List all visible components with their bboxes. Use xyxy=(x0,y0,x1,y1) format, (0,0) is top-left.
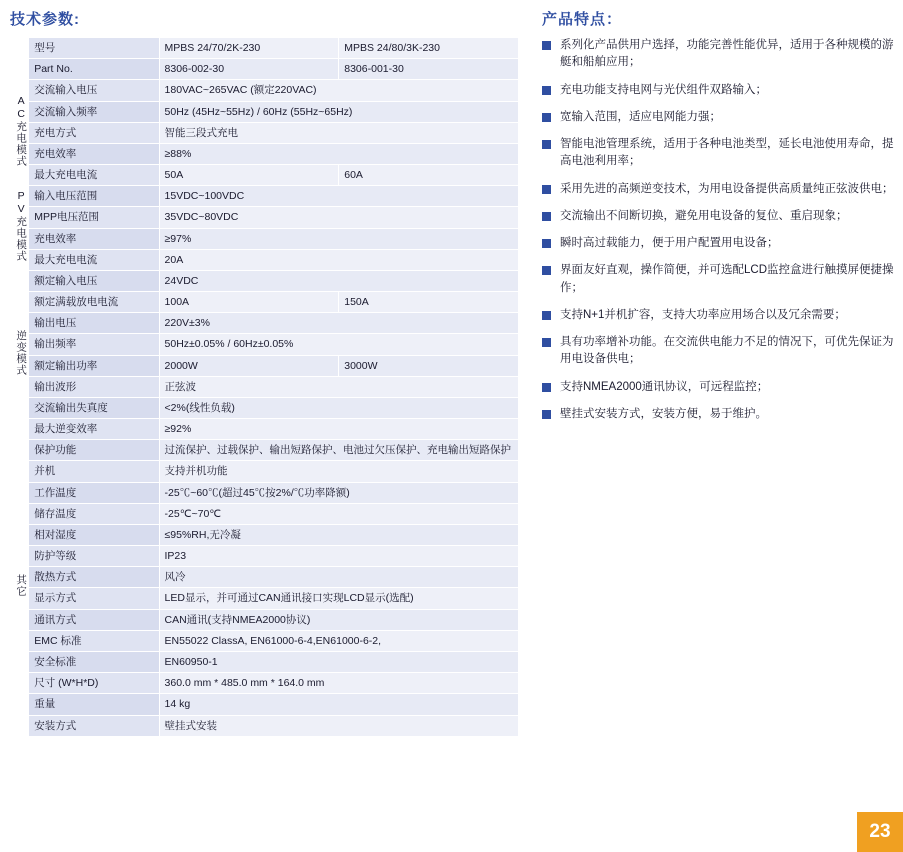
spec-value-model-2: 150A xyxy=(339,292,519,313)
table-row xyxy=(9,715,519,736)
spec-item-label: 额定输出功率 xyxy=(29,355,159,376)
spec-value-model-1: 20A xyxy=(159,249,518,270)
spec-value-model-1: 15VDC~100VDC xyxy=(159,186,518,207)
table-row xyxy=(9,207,519,228)
table-row xyxy=(9,694,519,715)
table-row xyxy=(9,313,519,334)
list-item xyxy=(540,82,895,99)
features-list xyxy=(540,37,895,423)
spec-item-label: 输出频率 xyxy=(29,334,159,355)
list-item xyxy=(540,307,895,324)
spec-item-label: 最大充电电流 xyxy=(29,249,159,270)
table-row xyxy=(9,122,519,143)
spec-item-label: 充电方式 xyxy=(29,122,159,143)
spec-value-model-1: ≥88% xyxy=(159,143,518,164)
spec-value-model-1: LED显示，并可通过CAN通讯接口实现LCD显示(选配) xyxy=(159,588,518,609)
square-bullet-icon xyxy=(542,41,551,50)
square-bullet-icon xyxy=(542,140,551,149)
table-row xyxy=(9,461,519,482)
spec-value-model-1: -25℃~60℃(超过45℃按2%/℃功率降额) xyxy=(159,482,518,503)
table-row xyxy=(9,630,519,651)
table-row xyxy=(9,397,519,418)
table-row xyxy=(9,101,519,122)
square-bullet-icon xyxy=(542,185,551,194)
table-row xyxy=(9,503,519,524)
square-bullet-icon xyxy=(542,239,551,248)
spec-item-label: 交流输入电压 xyxy=(29,80,159,101)
spec-item-label: 工作温度 xyxy=(29,482,159,503)
spec-value-model-1: 24VDC xyxy=(159,270,518,291)
spec-group-empty xyxy=(9,59,29,80)
features-title: 产品特点： xyxy=(542,11,623,28)
square-bullet-icon xyxy=(542,113,551,122)
table-row xyxy=(9,143,519,164)
list-item xyxy=(540,208,895,225)
table-row xyxy=(9,376,519,397)
feature-text: 系列化产品供用户选择，功能完善性能优异，适用于各种规模的游艇和船舶应用； xyxy=(560,39,894,69)
spec-item-label: 交流输出失真度 xyxy=(29,397,159,418)
spec-group-label-ac: AC充电模式 xyxy=(9,80,29,186)
square-bullet-icon xyxy=(542,266,551,275)
spec-item-label: 显示方式 xyxy=(29,588,159,609)
table-row xyxy=(9,292,519,313)
spec-value-model-2: 3000W xyxy=(339,355,519,376)
square-bullet-icon xyxy=(542,383,551,392)
spec-value-model-2: 60A xyxy=(339,165,519,186)
table-row xyxy=(9,419,519,440)
table-row xyxy=(9,38,519,59)
spec-group-label-other: 其它 xyxy=(9,440,29,736)
spec-value-model-1: 50Hz±0.05% / 60Hz±0.05% xyxy=(159,334,518,355)
spec-value-model-1: <2%(线性负载) xyxy=(159,397,518,418)
page-number-badge: 23 xyxy=(857,812,903,852)
spec-value-model-1: ≤95%RH,无冷凝 xyxy=(159,524,518,545)
feature-text: 充电功能支持电网与光伏组件双路输入； xyxy=(560,83,767,96)
spec-value-model-1: -25℃~70℃ xyxy=(159,503,518,524)
table-row xyxy=(9,482,519,503)
spec-item-label: 最大逆变效率 xyxy=(29,419,159,440)
features-section xyxy=(540,0,895,433)
spec-item-label: 型号 xyxy=(29,38,159,59)
spec-group-label-inv: 逆变模式 xyxy=(9,270,29,439)
square-bullet-icon xyxy=(542,410,551,419)
feature-text: 宽输入范围，适应电网能力强； xyxy=(560,110,721,123)
spec-value-model-1: 智能三段式充电 xyxy=(159,122,518,143)
spec-value-model-1: 35VDC~80VDC xyxy=(159,207,518,228)
spec-item-label: 通讯方式 xyxy=(29,609,159,630)
table-row xyxy=(9,440,519,461)
spec-value-model-1: EN55022 ClassA, EN61000-6-4,EN61000-6-2, xyxy=(159,630,518,651)
feature-text: 界面友好直观，操作简便，并可选配LCD监控盒进行触摸屏便捷操作； xyxy=(560,264,894,294)
table-row xyxy=(9,334,519,355)
spec-value-model-1: 100A xyxy=(159,292,339,313)
spec-item-label: 相对湿度 xyxy=(29,524,159,545)
spec-value-model-2: MPBS 24/80/3K-230 xyxy=(339,38,519,59)
spec-value-model-1: ≥92% xyxy=(159,419,518,440)
list-item xyxy=(540,37,895,72)
spec-item-label: 交流输入频率 xyxy=(29,101,159,122)
list-item xyxy=(540,235,895,252)
spec-value-model-1: 壁挂式安装 xyxy=(159,715,518,736)
square-bullet-icon xyxy=(542,212,551,221)
spec-item-label: 输出波形 xyxy=(29,376,159,397)
spec-value-model-1: 180VAC~265VAC (额定220VAC) xyxy=(159,80,518,101)
spec-item-label: MPP电压范围 xyxy=(29,207,159,228)
spec-value-model-1: CAN通讯(支持NMEA2000协议) xyxy=(159,609,518,630)
spec-value-model-2: 8306-001-30 xyxy=(339,59,519,80)
spec-value-model-1: 风冷 xyxy=(159,567,518,588)
feature-text: 采用先进的高频逆变技术，为用电设备提供高质量纯正弦波供电； xyxy=(560,182,894,195)
spec-item-label: 额定输入电压 xyxy=(29,270,159,291)
spec-item-label: EMC 标准 xyxy=(29,630,159,651)
spec-value-model-1: 360.0 mm * 485.0 mm * 164.0 mm xyxy=(159,673,518,694)
spec-value-model-1: 支持并机功能 xyxy=(159,461,518,482)
list-item xyxy=(540,406,895,423)
spec-value-model-1: 正弦波 xyxy=(159,376,518,397)
spec-item-label: 输出电压 xyxy=(29,313,159,334)
spec-item-label: 充电效率 xyxy=(29,143,159,164)
spec-item-label: 尺寸 (W*H*D) xyxy=(29,673,159,694)
list-item xyxy=(540,136,895,171)
spec-value-model-1: 220V±3% xyxy=(159,313,518,334)
spec-item-label: 输入电压范围 xyxy=(29,186,159,207)
spec-item-label: 最大充电电流 xyxy=(29,165,159,186)
table-row xyxy=(9,546,519,567)
feature-text: 具有功率增补功能。在交流供电能力不足的情况下，可优先保证为用电设备供电； xyxy=(560,336,894,366)
spec-value-model-1: 2000W xyxy=(159,355,339,376)
feature-text: 壁挂式安装方式，安装方便，易于维护。 xyxy=(560,407,767,420)
table-row xyxy=(9,80,519,101)
square-bullet-icon xyxy=(542,86,551,95)
spec-value-model-1: 50Hz (45Hz~55Hz) / 60Hz (55Hz~65Hz) xyxy=(159,101,518,122)
spec-value-model-1: 50A xyxy=(159,165,339,186)
table-row xyxy=(9,249,519,270)
table-row xyxy=(9,165,519,186)
spec-item-label: 并机 xyxy=(29,461,159,482)
table-row xyxy=(9,524,519,545)
spec-item-label: 安装方式 xyxy=(29,715,159,736)
feature-text: 智能电池管理系统，适用于各种电池类型，延长电池使用寿命，提高电池利用率； xyxy=(560,138,894,168)
specifications-title: 技术参数: xyxy=(10,11,80,28)
feature-text: 瞬时高过载能力，便于用户配置用电设备； xyxy=(560,237,779,249)
specifications-table-body xyxy=(9,38,519,737)
table-row xyxy=(9,228,519,249)
spec-group-label-pv: PV充电模式 xyxy=(9,186,29,271)
table-row xyxy=(9,609,519,630)
spec-item-label: 储存温度 xyxy=(29,503,159,524)
specifications-section xyxy=(8,0,535,737)
spec-item-label: Part No. xyxy=(29,59,159,80)
spec-item-label: 防护等级 xyxy=(29,546,159,567)
list-item xyxy=(540,379,895,396)
table-row xyxy=(9,355,519,376)
feature-text: 支持N+1并机扩容，支持大功率应用场合以及冗余需要； xyxy=(560,308,846,321)
feature-text: 交流输出不间断切换，避免用电设备的复位、重启现象； xyxy=(560,209,848,222)
spec-value-model-1: EN60950-1 xyxy=(159,651,518,672)
spec-item-label: 额定满载放电电流 xyxy=(29,292,159,313)
spec-item-label: 安全标准 xyxy=(29,651,159,672)
spec-item-label: 散热方式 xyxy=(29,567,159,588)
list-item xyxy=(540,181,895,198)
spec-item-label: 重量 xyxy=(29,694,159,715)
table-row xyxy=(9,673,519,694)
table-row xyxy=(9,186,519,207)
spec-value-model-1: 过流保护、过载保护、输出短路保护、电池过欠压保护、充电输出短路保护 xyxy=(159,440,518,461)
table-row xyxy=(9,567,519,588)
table-row xyxy=(9,651,519,672)
feature-text: 支持NMEA2000通讯协议，可远程监控； xyxy=(560,380,769,393)
spec-item-label: 充电效率 xyxy=(29,228,159,249)
list-item xyxy=(540,334,895,369)
spec-value-model-1: IP23 xyxy=(159,546,518,567)
list-item xyxy=(540,262,895,297)
spec-value-model-1: MPBS 24/70/2K-230 xyxy=(159,38,339,59)
list-item xyxy=(540,109,895,126)
spec-value-model-1: 8306-002-30 xyxy=(159,59,339,80)
table-row xyxy=(9,588,519,609)
table-row xyxy=(9,270,519,291)
spec-value-model-1: ≥97% xyxy=(159,228,518,249)
spec-value-model-1: 14 kg xyxy=(159,694,518,715)
spec-item-label: 保护功能 xyxy=(29,440,159,461)
table-row xyxy=(9,59,519,80)
specifications-table xyxy=(8,37,519,737)
square-bullet-icon xyxy=(542,311,551,320)
spec-group-empty xyxy=(9,38,29,59)
square-bullet-icon xyxy=(542,338,551,347)
